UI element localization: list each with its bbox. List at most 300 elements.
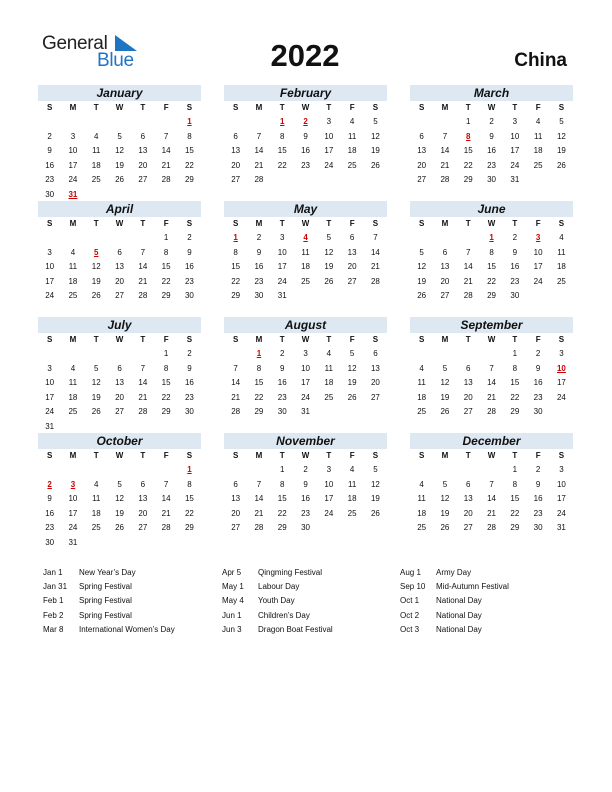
- day-cell: 27: [463, 407, 473, 416]
- day-cell: 14: [161, 494, 171, 503]
- empty-day-cell: [61, 347, 84, 362]
- day-cell: 16: [45, 160, 55, 170]
- day-cell: 8: [512, 479, 518, 489]
- day-cell: 28: [254, 523, 264, 532]
- day-cell: 26: [91, 291, 101, 300]
- day-cell: 15: [510, 494, 520, 503]
- day-cell: 5: [326, 233, 332, 242]
- day-cell: 16: [301, 494, 310, 503]
- holiday-name: Youth Day: [258, 596, 295, 606]
- day-cell: 8: [233, 247, 238, 257]
- day-cell: 20: [370, 378, 380, 387]
- weekday-label: T: [140, 219, 146, 228]
- day-cell: 25: [301, 276, 310, 286]
- holiday-day-cell: 3: [535, 233, 541, 242]
- day-cell: 15: [161, 262, 171, 271]
- day-cell: 1: [512, 465, 518, 474]
- day-cell: 5: [559, 117, 564, 126]
- day-cell: 28: [487, 407, 496, 416]
- day-cell: 10: [68, 146, 78, 155]
- day-cell: 1: [512, 349, 518, 358]
- month-title: January: [38, 85, 201, 101]
- month-october: [38, 433, 201, 550]
- day-cell: 19: [440, 508, 450, 518]
- day-cell: 28: [138, 407, 148, 416]
- holiday-date: Jun 1: [222, 610, 242, 620]
- weekday-label: F: [349, 335, 355, 344]
- day-cell: 4: [94, 131, 99, 141]
- holiday-date: Feb 2: [43, 610, 64, 620]
- day-cell: 13: [440, 262, 450, 271]
- day-cell: 14: [231, 378, 241, 387]
- day-cell: 25: [417, 407, 427, 416]
- day-cell: 28: [161, 523, 171, 532]
- empty-day-cell: [38, 231, 61, 246]
- day-cell: 13: [463, 494, 473, 503]
- day-cell: 13: [231, 494, 241, 503]
- day-cell: 15: [184, 146, 194, 155]
- empty-day-cell: [61, 115, 84, 130]
- month-january: [38, 85, 201, 202]
- holiday-row: [400, 580, 580, 594]
- day-cell: 26: [347, 392, 357, 402]
- empty-day-cell: [457, 231, 480, 246]
- holiday-row: [43, 623, 223, 637]
- day-cell: 19: [370, 494, 380, 503]
- day-cell: 12: [115, 146, 124, 155]
- weekday-label: S: [46, 219, 53, 228]
- month-title: July: [38, 317, 201, 333]
- day-cell: 15: [184, 494, 194, 503]
- day-cell: 21: [138, 392, 148, 402]
- weekday-label: F: [535, 451, 541, 460]
- empty-day-cell: [410, 231, 433, 246]
- month-title: June: [410, 201, 573, 217]
- day-cell: 5: [117, 131, 122, 141]
- holiday-day-cell: 10: [556, 363, 566, 373]
- day-cell: 27: [138, 175, 148, 184]
- weekday-label: F: [535, 335, 541, 344]
- day-cell: 25: [417, 523, 427, 532]
- day-cell: 31: [45, 421, 55, 431]
- day-cell: 9: [303, 479, 308, 489]
- holiday-name: National Day: [436, 596, 482, 606]
- weekday-label: M: [441, 219, 449, 228]
- day-cell: 3: [47, 363, 52, 373]
- holiday-name: Labour Day: [258, 582, 300, 592]
- empty-day-cell: [457, 347, 480, 362]
- day-cell: 6: [466, 479, 471, 489]
- day-cell: 26: [115, 523, 124, 532]
- day-cell: 27: [347, 276, 357, 286]
- day-cell: 17: [45, 276, 55, 286]
- day-cell: 7: [163, 479, 169, 489]
- day-cell: 15: [487, 262, 496, 271]
- holiday-day-cell: 1: [233, 233, 238, 242]
- month-grid: [38, 101, 201, 202]
- day-cell: 20: [417, 160, 427, 170]
- country-name: China: [514, 50, 567, 71]
- day-cell: 26: [370, 160, 380, 170]
- day-cell: 12: [91, 262, 101, 271]
- empty-day-cell: [224, 115, 247, 130]
- day-cell: 8: [187, 479, 192, 489]
- holiday-day-cell: 1: [489, 233, 494, 242]
- day-cell: 27: [440, 291, 450, 300]
- month-grid: [38, 333, 201, 434]
- weekday-label: T: [140, 335, 146, 344]
- weekday-label: F: [163, 335, 169, 344]
- day-cell: 4: [535, 117, 541, 126]
- day-cell: 19: [440, 392, 450, 402]
- day-cell: 30: [487, 175, 496, 184]
- weekday-label: T: [326, 219, 332, 228]
- day-cell: 22: [184, 508, 194, 518]
- day-cell: 7: [442, 131, 448, 141]
- empty-day-cell: [108, 463, 131, 478]
- day-cell: 21: [231, 392, 241, 402]
- day-cell: 19: [115, 160, 124, 170]
- day-cell: 27: [231, 175, 241, 184]
- day-cell: 29: [184, 175, 194, 184]
- day-cell: 9: [256, 247, 262, 257]
- day-cell: 2: [256, 233, 262, 242]
- day-cell: 28: [138, 291, 148, 300]
- empty-day-cell: [480, 347, 503, 362]
- holiday-row: [400, 609, 580, 623]
- day-cell: 18: [417, 508, 427, 518]
- day-cell: 24: [277, 276, 287, 286]
- day-cell: 17: [324, 146, 334, 155]
- day-cell: 10: [68, 494, 78, 503]
- day-cell: 4: [349, 465, 355, 474]
- month-april: [38, 201, 201, 304]
- day-cell: 19: [347, 378, 357, 387]
- day-cell: 18: [301, 262, 310, 271]
- day-cell: 24: [68, 175, 78, 184]
- day-cell: 8: [489, 247, 494, 257]
- day-cell: 18: [91, 160, 101, 170]
- month-grid: [224, 449, 387, 536]
- weekday-label: S: [372, 103, 379, 112]
- day-cell: 16: [277, 378, 287, 387]
- weekday-label: T: [465, 451, 471, 460]
- day-cell: 2: [187, 233, 192, 242]
- holiday-name: National Day: [436, 610, 482, 620]
- day-cell: 29: [487, 291, 496, 300]
- month-march: [410, 85, 573, 188]
- day-cell: 7: [256, 131, 262, 141]
- day-cell: 11: [417, 378, 426, 387]
- holiday-date: May 1: [222, 582, 244, 592]
- day-cell: 30: [277, 407, 287, 416]
- day-cell: 19: [324, 262, 334, 271]
- day-cell: 3: [326, 465, 332, 474]
- day-cell: 9: [489, 131, 494, 141]
- weekday-label: W: [115, 103, 124, 112]
- day-cell: 13: [370, 363, 380, 373]
- weekday-label: S: [186, 335, 193, 344]
- weekday-label: T: [512, 451, 518, 460]
- day-cell: 16: [254, 262, 264, 271]
- month-grid: [410, 217, 573, 304]
- day-cell: 11: [324, 363, 333, 373]
- weekday-label: T: [279, 103, 285, 112]
- day-cell: 9: [512, 247, 518, 257]
- day-cell: 3: [47, 247, 52, 257]
- empty-day-cell: [61, 463, 84, 478]
- day-cell: 27: [138, 523, 148, 532]
- day-cell: 29: [184, 523, 194, 532]
- day-cell: 8: [512, 363, 518, 373]
- day-cell: 5: [419, 247, 424, 257]
- month-title: September: [410, 317, 573, 333]
- empty-day-cell: [108, 231, 131, 246]
- month-title: March: [410, 85, 573, 101]
- day-cell: 30: [45, 189, 55, 199]
- day-cell: 5: [373, 117, 378, 126]
- day-cell: 2: [512, 233, 518, 242]
- month-november: [224, 433, 387, 536]
- holiday-date: Jan 1: [43, 568, 63, 577]
- weekday-label: W: [301, 335, 310, 344]
- day-cell: 21: [254, 160, 264, 170]
- holiday-name: Spring Festival: [79, 596, 132, 606]
- day-cell: 9: [280, 363, 285, 373]
- weekday-label: M: [69, 103, 77, 112]
- holiday-list-column-1: [43, 566, 223, 637]
- brand-logo: [42, 33, 142, 73]
- day-cell: 9: [47, 494, 52, 503]
- day-cell: 12: [91, 378, 101, 387]
- holiday-day-cell: 4: [303, 233, 308, 242]
- day-cell: 14: [161, 146, 171, 155]
- day-cell: 20: [138, 508, 148, 518]
- day-cell: 3: [559, 465, 564, 474]
- weekday-label: S: [232, 103, 239, 112]
- day-cell: 24: [324, 508, 334, 518]
- day-cell: 22: [463, 160, 473, 170]
- empty-day-cell: [433, 347, 456, 362]
- weekday-label: F: [163, 219, 169, 228]
- day-cell: 4: [349, 117, 355, 126]
- day-cell: 10: [45, 378, 55, 387]
- empty-day-cell: [224, 347, 247, 362]
- weekday-label: F: [163, 103, 169, 112]
- day-cell: 5: [117, 479, 122, 489]
- day-cell: 16: [487, 146, 496, 155]
- day-cell: 19: [115, 508, 124, 518]
- day-cell: 16: [533, 494, 543, 503]
- holiday-date: Jun 3: [222, 624, 242, 634]
- weekday-label: T: [512, 335, 518, 344]
- holiday-row: [43, 594, 223, 608]
- day-cell: 13: [138, 146, 148, 155]
- day-cell: 17: [533, 262, 543, 271]
- month-may: [224, 201, 387, 304]
- weekday-label: F: [535, 219, 541, 228]
- holiday-day-cell: 1: [187, 117, 192, 126]
- day-cell: 24: [45, 291, 55, 300]
- holiday-date: Mar 8: [43, 624, 64, 634]
- day-cell: 15: [254, 378, 264, 387]
- weekday-label: T: [279, 219, 285, 228]
- day-cell: 17: [556, 378, 566, 387]
- month-title: August: [224, 317, 387, 333]
- holiday-day-cell: 2: [303, 117, 308, 126]
- day-cell: 22: [277, 508, 287, 518]
- day-cell: 24: [556, 392, 566, 402]
- weekday-label: T: [465, 219, 471, 228]
- day-cell: 15: [161, 378, 171, 387]
- weekday-label: F: [349, 103, 355, 112]
- day-cell: 17: [277, 262, 287, 271]
- day-cell: 8: [163, 363, 169, 373]
- day-cell: 25: [68, 291, 78, 300]
- weekday-label: W: [487, 103, 496, 112]
- empty-day-cell: [410, 347, 433, 362]
- day-cell: 11: [533, 131, 543, 141]
- day-cell: 2: [280, 349, 285, 358]
- weekday-label: S: [558, 103, 565, 112]
- day-cell: 25: [347, 160, 357, 170]
- day-cell: 25: [68, 407, 78, 416]
- day-cell: 16: [301, 146, 310, 155]
- day-cell: 21: [161, 160, 171, 170]
- day-cell: 18: [556, 262, 566, 271]
- day-cell: 14: [138, 262, 148, 271]
- day-cell: 26: [91, 407, 101, 416]
- day-cell: 10: [510, 131, 520, 141]
- day-cell: 27: [115, 291, 124, 300]
- day-cell: 6: [140, 479, 146, 489]
- day-cell: 4: [326, 349, 332, 358]
- day-cell: 31: [510, 175, 520, 184]
- day-cell: 19: [91, 392, 101, 402]
- day-cell: 25: [91, 523, 101, 532]
- day-cell: 12: [370, 131, 380, 141]
- day-cell: 3: [70, 131, 76, 141]
- weekday-label: T: [279, 335, 285, 344]
- empty-day-cell: [247, 463, 270, 478]
- month-grid: [224, 217, 387, 304]
- day-cell: 6: [442, 247, 448, 257]
- day-cell: 11: [557, 247, 566, 257]
- day-cell: 2: [535, 465, 541, 474]
- day-cell: 26: [556, 160, 566, 170]
- day-cell: 6: [466, 363, 471, 373]
- day-cell: 25: [324, 392, 334, 402]
- day-cell: 7: [233, 363, 238, 373]
- day-cell: 5: [373, 465, 378, 474]
- holiday-row: [400, 566, 580, 580]
- day-cell: 20: [463, 508, 473, 518]
- day-cell: 25: [347, 508, 357, 518]
- day-cell: 24: [324, 160, 334, 170]
- day-cell: 21: [487, 508, 496, 518]
- day-cell: 21: [370, 262, 380, 271]
- day-cell: 30: [184, 291, 194, 300]
- day-cell: 24: [556, 508, 566, 518]
- day-cell: 22: [510, 508, 520, 518]
- weekday-label: S: [46, 451, 53, 460]
- day-cell: 18: [68, 276, 78, 286]
- holiday-row: [400, 623, 580, 637]
- day-cell: 23: [510, 276, 520, 286]
- day-cell: 13: [138, 494, 148, 503]
- day-cell: 28: [440, 175, 450, 184]
- empty-day-cell: [61, 231, 84, 246]
- day-cell: 15: [463, 146, 473, 155]
- day-cell: 2: [489, 117, 494, 126]
- holiday-name: Dragon Boat Festival: [258, 624, 333, 634]
- day-cell: 18: [347, 494, 357, 503]
- empty-day-cell: [38, 115, 61, 130]
- day-cell: 23: [184, 392, 194, 402]
- day-cell: 6: [233, 131, 238, 141]
- month-grid: [38, 217, 201, 304]
- empty-day-cell: [131, 115, 154, 130]
- day-cell: 18: [91, 508, 101, 518]
- day-cell: 3: [280, 233, 285, 242]
- day-cell: 6: [117, 247, 122, 257]
- weekday-label: T: [93, 335, 99, 344]
- day-cell: 9: [303, 131, 308, 141]
- day-cell: 3: [512, 117, 518, 126]
- day-cell: 12: [370, 479, 380, 489]
- day-cell: 12: [440, 378, 450, 387]
- day-cell: 14: [440, 146, 450, 155]
- holiday-day-cell: 3: [70, 479, 76, 489]
- weekday-label: T: [93, 219, 99, 228]
- weekday-label: S: [232, 451, 239, 460]
- empty-day-cell: [131, 463, 154, 478]
- day-cell: 19: [370, 146, 380, 155]
- day-cell: 26: [324, 276, 334, 286]
- holiday-name: Army Day: [436, 568, 472, 577]
- day-cell: 10: [45, 262, 55, 271]
- day-cell: 20: [347, 262, 357, 271]
- day-cell: 15: [277, 494, 287, 503]
- day-cell: 4: [94, 479, 99, 489]
- weekday-label: W: [487, 335, 496, 344]
- holiday-day-cell: 8: [466, 131, 471, 141]
- day-cell: 4: [419, 363, 424, 373]
- weekday-label: S: [372, 335, 379, 344]
- holiday-row: [400, 594, 580, 608]
- holiday-list-column-3: [400, 566, 580, 637]
- weekday-label: W: [115, 219, 124, 228]
- day-cell: 7: [373, 233, 378, 242]
- weekday-label: S: [418, 219, 425, 228]
- day-cell: 8: [163, 247, 169, 257]
- day-cell: 17: [68, 160, 78, 170]
- weekday-label: T: [326, 335, 332, 344]
- weekday-label: T: [279, 451, 285, 460]
- day-cell: 22: [254, 392, 264, 402]
- day-cell: 18: [533, 146, 543, 155]
- day-cell: 16: [184, 262, 194, 271]
- day-cell: 22: [510, 392, 520, 402]
- day-cell: 20: [463, 392, 473, 402]
- day-cell: 13: [347, 247, 357, 257]
- weekday-label: M: [441, 451, 449, 460]
- day-cell: 29: [161, 291, 171, 300]
- weekday-label: S: [418, 103, 425, 112]
- empty-day-cell: [108, 115, 131, 130]
- day-cell: 23: [184, 276, 194, 286]
- day-cell: 28: [487, 523, 496, 532]
